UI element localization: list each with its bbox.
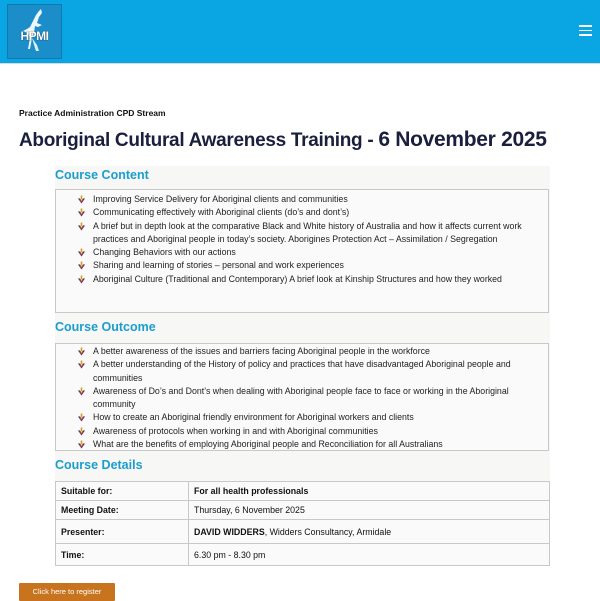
course-outcome-heading: Course Outcome xyxy=(55,320,156,334)
course-outcome-item-text: How to create an Aboriginal friendly environment for Aboriginal workers and clients xyxy=(93,412,414,423)
course-outcome-list xyxy=(56,345,548,451)
arrow-bullet-icon xyxy=(77,427,86,436)
course-content-item xyxy=(77,259,548,272)
course-content-list xyxy=(56,193,548,286)
stream-label: Practice Administration CPD Stream xyxy=(19,108,166,118)
arrow-bullet-icon xyxy=(77,208,86,217)
arrow-bullet-icon xyxy=(77,261,86,270)
course-content-item xyxy=(77,193,548,206)
course-content-item-text: A brief but in depth look at the comparative Black and White history of Australia and how it affects current work practices and Aboriginal people in today’s society. Aborigines Protection Act – Assimilation / Segregation xyxy=(93,220,522,244)
arrow-bullet-icon xyxy=(77,413,86,422)
course-outcome-item xyxy=(77,385,548,412)
details-row xyxy=(56,544,550,566)
details-value xyxy=(189,544,550,566)
course-outcome-item xyxy=(77,358,548,385)
course-content-item xyxy=(77,206,548,219)
course-details-heading: Course Details xyxy=(55,458,143,472)
header-divider xyxy=(0,63,600,64)
arrow-bullet-icon xyxy=(77,222,86,231)
arrow-bullet-icon xyxy=(77,275,86,284)
details-value xyxy=(189,482,550,501)
course-content-box xyxy=(55,189,549,313)
course-outcome-item xyxy=(77,345,548,358)
title-date: 6 November 2025 xyxy=(378,128,547,151)
details-label: Time: xyxy=(56,544,189,566)
arrow-bullet-icon xyxy=(77,360,86,369)
arrow-bullet-icon xyxy=(77,195,86,204)
course-content-item-text: Changing Behaviors with our actions xyxy=(93,247,236,258)
course-content-item xyxy=(77,220,548,247)
details-row xyxy=(56,482,550,501)
arrow-bullet-icon xyxy=(77,440,86,449)
arrow-bullet-icon xyxy=(77,387,86,396)
course-outcome-item-text: What are the benefits of employing Aboriginal people and Reconciliation for all Australians xyxy=(93,439,443,450)
details-row xyxy=(56,501,550,520)
details-value-text: , Widders Consultancy, Armidale xyxy=(264,526,392,537)
course-content-item-text: Sharing and learning of stories – personal and work experiences xyxy=(93,260,344,271)
course-details-table xyxy=(55,481,550,566)
site-header xyxy=(0,0,600,63)
course-content-item xyxy=(77,273,548,286)
course-content-item-text: Aboriginal Culture (Traditional and Contemporary) A brief look at Kinship Structures and how they worked xyxy=(93,273,502,284)
course-outcome-item xyxy=(77,411,548,424)
course-outcome-item xyxy=(77,425,548,438)
course-outcome-box xyxy=(55,343,549,451)
course-content-heading: Course Content xyxy=(55,168,149,182)
register-button[interactable]: Click here to register xyxy=(19,583,115,601)
details-value-text: For all health professionals xyxy=(194,486,309,496)
course-outcome-item-text: Awareness of Do’s and Dont’s when dealing with Aboriginal people face to face or working in the Aboriginal community xyxy=(93,385,509,410)
details-label: Presenter: xyxy=(56,520,189,544)
details-label: Meeting Date: xyxy=(56,501,189,520)
arrow-bullet-icon xyxy=(77,347,86,356)
details-label: Suitable for: xyxy=(56,482,189,501)
page-title xyxy=(19,128,547,152)
details-value xyxy=(189,520,550,544)
logo-text: HPMI xyxy=(20,29,49,43)
details-row xyxy=(56,520,550,544)
course-outcome-item xyxy=(77,438,548,451)
details-value xyxy=(189,501,550,520)
hpmi-logo[interactable] xyxy=(7,4,62,59)
details-value-text: 6.30 pm - 8.30 pm xyxy=(194,549,266,560)
course-content-item xyxy=(77,246,548,259)
presenter-name: DAVID WIDDERS xyxy=(194,526,265,537)
details-value-text: Thursday, 6 November 2025 xyxy=(194,505,305,515)
course-outcome-item-text: A better understanding of the History of policy and practices that have disadvantaged Aboriginal people and communities xyxy=(93,359,511,383)
course-content-item-text: Communicating effectively with Aboriginal clients (do’s and dont’s) xyxy=(93,207,350,218)
arrow-bullet-icon xyxy=(77,248,86,257)
hamburger-menu-icon[interactable] xyxy=(579,25,592,36)
course-outcome-item-text: Awareness of protocols when working in and with Aboriginal communities xyxy=(93,425,378,436)
course-outcome-item-text: A better awareness of the issues and barriers facing Aboriginal people in the workforce xyxy=(93,346,430,356)
title-main: Aboriginal Cultural Awareness Training - xyxy=(19,130,379,151)
course-content-item-text: Improving Service Delivery for Aboriginal clients and communities xyxy=(93,194,348,204)
